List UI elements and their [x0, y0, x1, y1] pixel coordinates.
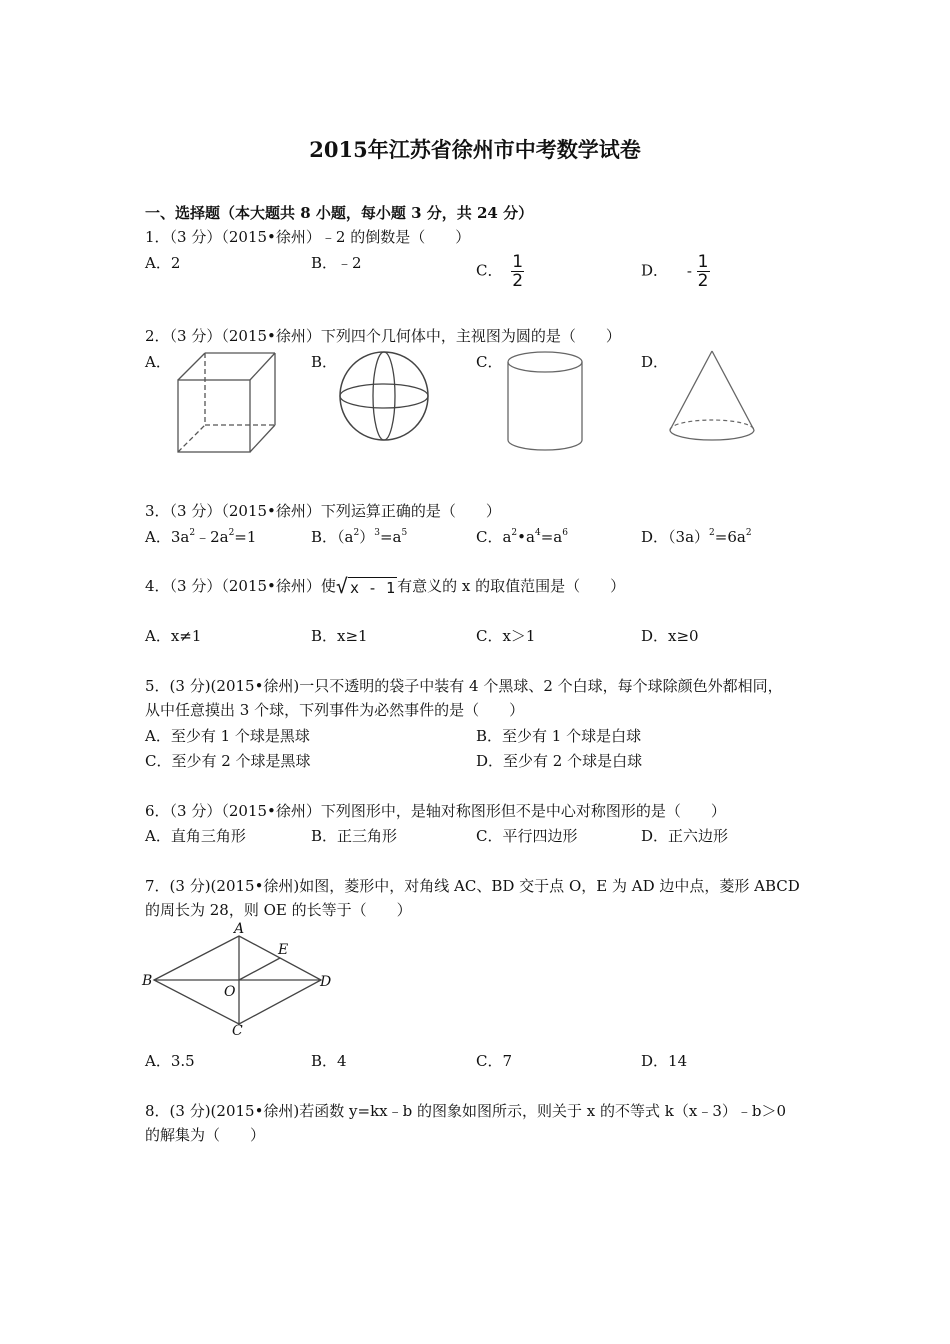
fraction-denominator: 2 — [697, 271, 709, 291]
vertex-label-b: B — [142, 973, 153, 989]
question-8-stem-line2: 的解集为（ ） — [145, 1126, 266, 1144]
page-title: 2015年江苏省徐州市中考数学试卷 — [309, 137, 641, 162]
q3-option-a[interactable] — [145, 527, 256, 547]
question-2-stem: 2．（3 分）（2015•徐州）下列四个几何体中，主视图为圆的是（ ） — [145, 327, 621, 345]
fraction-denominator: 2 — [512, 271, 524, 291]
vertex-label-c: C — [232, 1023, 243, 1039]
question-4-stem — [145, 576, 625, 598]
question-5-stem-line2: 从中任意摸出 3 个球，下列事件为必然事件的是（ ） — [145, 701, 525, 719]
cube-figure — [175, 350, 280, 455]
radicand: x - 1 — [349, 579, 396, 597]
q3-a-part: ﹣2a — [195, 528, 229, 546]
q7-option-a[interactable]: A．3.5 — [145, 1052, 195, 1070]
q3-c-part: •a — [517, 528, 535, 546]
question-5-stem-line1: 5．(3 分)(2015•徐州)一只不透明的袋子中装有 4 个黑球、2 个白球，每个球除颜色外都相同， — [145, 677, 783, 695]
fraction-numerator: 1 — [697, 252, 709, 272]
sqrt-icon: √ — [335, 574, 348, 598]
q1-option-b[interactable]: B．﹣2 — [311, 254, 362, 272]
exponent: 2 — [511, 528, 518, 538]
q5-option-d[interactable]: D．至少有 2 个球是白球 — [476, 752, 643, 770]
negative-sign: - — [686, 261, 692, 280]
q7-option-d[interactable]: D．14 — [641, 1052, 688, 1070]
question-1-stem: 1．（3 分）（2015•徐州）﹣2 的倒数是（ ） — [145, 228, 471, 246]
exponent: 6 — [562, 528, 568, 538]
q5-option-c[interactable]: C．至少有 2 个球是黑球 — [145, 752, 311, 770]
question-3-stem: 3．（3 分）（2015•徐州）下列运算正确的是（ ） — [145, 502, 501, 520]
q6-option-b[interactable]: B．正三角形 — [311, 827, 398, 845]
q3-d-part: =6a — [714, 528, 746, 546]
q3-a-part: =1 — [234, 528, 257, 546]
q6-option-d[interactable]: D．正六边形 — [641, 827, 729, 845]
q3-c-part: =a — [540, 528, 563, 546]
fraction-one-half — [697, 253, 710, 290]
rhombus-figure — [140, 920, 340, 1038]
q3-b-part: B．（a — [311, 528, 354, 546]
cylinder-figure — [505, 350, 585, 454]
exponent: 2 — [189, 528, 196, 538]
exponent: 4 — [534, 528, 541, 538]
q3-b-part: =a — [379, 528, 402, 546]
q1-option-d-label: D． — [641, 261, 669, 280]
q6-option-c[interactable]: C．平行四边形 — [476, 827, 578, 845]
exponent: 2 — [709, 528, 715, 538]
q1-option-d[interactable] — [641, 253, 710, 290]
fraction-one-half — [511, 253, 524, 290]
q4-option-a[interactable]: A．x≠1 — [145, 627, 202, 645]
q3-a-part: A．3a — [145, 528, 190, 546]
q3-option-b[interactable] — [311, 527, 407, 547]
q3-d-part: D．（3a） — [641, 528, 710, 546]
sqrt-expression — [336, 576, 397, 598]
q2-option-a[interactable]: A． — [145, 353, 171, 371]
q4-stem-post: 有意义的 x 的取值范围是（ ） — [397, 577, 626, 595]
question-8-stem-line1: 8．(3 分)(2015•徐州)若函数 y=kx﹣b 的图象如图所示，则关于 x 的不等式 k（x﹣3）﹣b＞0 — [145, 1102, 787, 1120]
point-label-e: E — [278, 942, 289, 958]
exponent: 3 — [374, 528, 380, 538]
q4-option-c[interactable]: C．x＞1 — [476, 627, 536, 645]
cone-figure — [668, 348, 760, 444]
q3-option-c[interactable] — [476, 527, 568, 547]
q7-option-c[interactable]: C．7 — [476, 1052, 513, 1070]
q1-option-c[interactable] — [476, 253, 524, 290]
question-7-stem-line1: 7．(3 分)(2015•徐州)如图，菱形中，对角线 AC、BD 交于点 O，E 为 AD 边中点，菱形 ABCD — [145, 877, 800, 895]
exponent: 5 — [401, 528, 408, 538]
q3-b-part: ） — [359, 528, 375, 546]
q4-option-d[interactable]: D．x≥0 — [641, 627, 699, 645]
q5-option-b[interactable]: B．至少有 1 个球是白球 — [476, 727, 642, 745]
q6-option-a[interactable]: A．直角三角形 — [145, 827, 246, 845]
q2-option-c[interactable]: C． — [476, 353, 503, 371]
exponent: 2 — [745, 528, 752, 538]
q3-c-part: C．a — [476, 528, 512, 546]
q3-option-d[interactable] — [641, 527, 752, 547]
vertex-label-d: D — [320, 974, 332, 990]
sphere-figure — [338, 350, 433, 445]
point-label-o: O — [224, 984, 236, 1000]
fraction-numerator: 1 — [512, 252, 524, 272]
q2-option-d[interactable]: D． — [641, 353, 669, 371]
exponent: 2 — [228, 528, 235, 538]
q1-option-a[interactable]: A．2 — [145, 254, 181, 272]
q2-option-b[interactable]: B． — [311, 353, 338, 371]
section-heading: 一、选择题（本大题共 8 小题，每小题 3 分，共 24 分） — [145, 204, 534, 222]
q1-option-c-label: C． — [476, 261, 503, 280]
exponent: 2 — [353, 528, 360, 538]
q4-stem-pre: 4．（3 分）（2015•徐州）使 — [145, 577, 336, 595]
q5-option-a[interactable]: A．至少有 1 个球是黑球 — [145, 727, 310, 745]
question-7-stem-line2: 的周长为 28，则 OE 的长等于（ ） — [145, 901, 412, 919]
vertex-label-a: A — [234, 921, 245, 937]
q7-option-b[interactable]: B．4 — [311, 1052, 347, 1070]
q4-option-b[interactable]: B．x≥1 — [311, 627, 368, 645]
question-6-stem: 6．（3 分）（2015•徐州）下列图形中，是轴对称图形但不是中心对称图形的是（ ） — [145, 802, 726, 820]
